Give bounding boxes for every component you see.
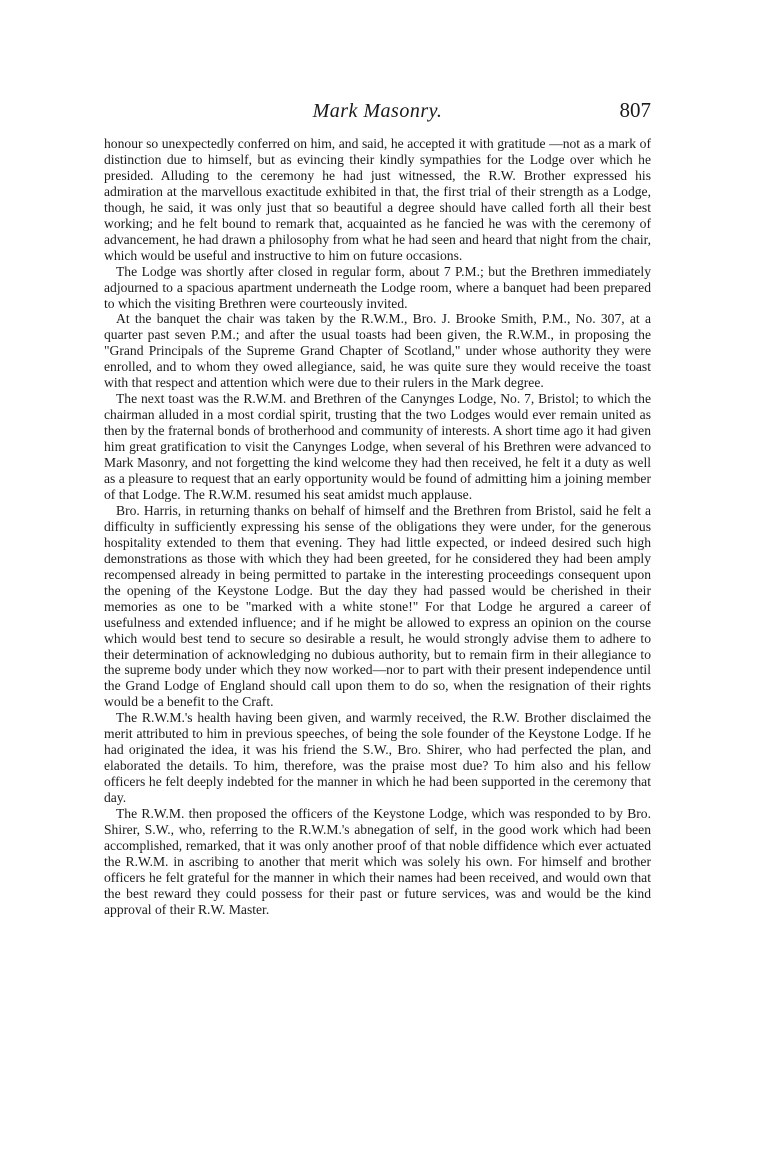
paragraph-rwm-health: The R.W.M.'s health having been given, and warmly received, the R.W. Brother disclaimed the merit attributed to him in previous speeches, of being the sole founder of the Keystone Lodge. If he had originated the idea, it was his friend the S.W., Bro. Shirer, who had perfected the plan, and elaborated the details. To him, therefore, was the praise most due? To him also and his fellow officers he felt deeply indebted for the manner in which he had been supported in the ceremony that day.	[104, 710, 651, 806]
paragraph-continuation: honour so unexpectedly conferred on him, and said, he accepted it with gratitude —not as a mark of distinction due to himself, but as evincing their kindly sympathies for the Lodge over which he presided. Alluding to the ceremony he had just witnessed, the R.W. Brother expressed his admiration at the marvellous exactitude exhibited in that, the first trial of their strength as a Lodge, though, he said, it was only just that so beautiful a degree should have called forth all their best working; and he felt bound to remark that, acquainted as he fancied he was with the ceremony of advancement, he had drawn a philosophy from what he had seen and heard that night from the chair, which would be useful and instructive to him on future occasions.	[104, 136, 651, 263]
running-title: Mark Masonry.	[312, 100, 443, 122]
paragraph-officers-toast: The R.W.M. then proposed the officers of the Keystone Lodge, which was responded to by Bro. Shirer, S.W., who, referring to the R.W.M.'s abnegation of self, in the good work which had been accomplished, remarked, that it was only another proof of that noble diffidence which ever actuated the R.W.M. in ascribing to another that merit which was solely his own. For himself and brother officers he felt grateful for the manner in which their names had been received, and would own that the best reward they could possess for their past or future services, was and would be the kind approval of their R.W. Master.	[104, 806, 651, 917]
paragraph-canynges-toast: The next toast was the R.W.M. and Brethren of the Canynges Lodge, No. 7, Bristol; to which the chairman alluded in a most cordial spirit, trusting that the two Lodges would ever remain united as then by the fraternal bonds of brotherhood and community of interests. A short time ago it had given him great gratification to visit the Canynges Lodge, when several of his Brethren were advanced to Mark Masonry, and not forgetting the kind welcome they had then received, he felt it a duty as well as a pleasure to request that an early opportunity would be found of admitting him a joining member of that Lodge. The R.W.M. resumed his seat amidst much applause.	[104, 391, 651, 502]
paragraph-lodge-closed: The Lodge was shortly after closed in regular form, about 7 P.M.; but the Brethren immediately adjourned to a spacious apartment underneath the Lodge room, where a banquet had been prepared to which the visiting Brethren were courteously invited.	[104, 263, 651, 311]
page-number: 807	[619, 98, 651, 122]
paragraph-banquet: At the banquet the chair was taken by the R.W.M., Bro. J. Brooke Smith, P.M., No. 307, at a quarter past seven P.M.; and after the usual toasts had been given, the R.W.M., in proposing the "Grand Principals of the Supreme Grand Chapter of Scotland," under whose authority they were enrolled, and to whom they owed allegiance, said, he was quite sure they would receive the toast with that respect and attention which were due to their rulers in the Mark degree.	[104, 311, 651, 391]
page-header	[104, 100, 651, 130]
article-body	[104, 136, 651, 918]
paragraph-bro-harris: Bro. Harris, in returning thanks on behalf of himself and the Brethren from Bristol, said he felt a difficulty in sufficiently expressing his sense of the obligations they were under, for the generous hospitality extended to them that evening. They had little expected, or indeed desired such high demonstrations as those with which they had been greeted, for he considered they had been amply recompensed already in being permitted to partake in the interesting proceedings consequent upon the opening of the Keystone Lodge. But the day they had passed would be cherished in their memories as one to be "marked with a white stone!" For that Lodge he argured a career of usefulness and extended influence; and if he might be allowed to express an opinion on the course which would best tend to secure so desirable a result, he would strongly advise them to adhere to their determination of acknowledging no dubious authority, but to remain firm in their allegiance to the supreme body under which they now worked—nor to part with their present independence until the Grand Lodge of England should call upon them to do so, when the resignation of their rights would be a benefit to the Craft.	[104, 502, 651, 710]
